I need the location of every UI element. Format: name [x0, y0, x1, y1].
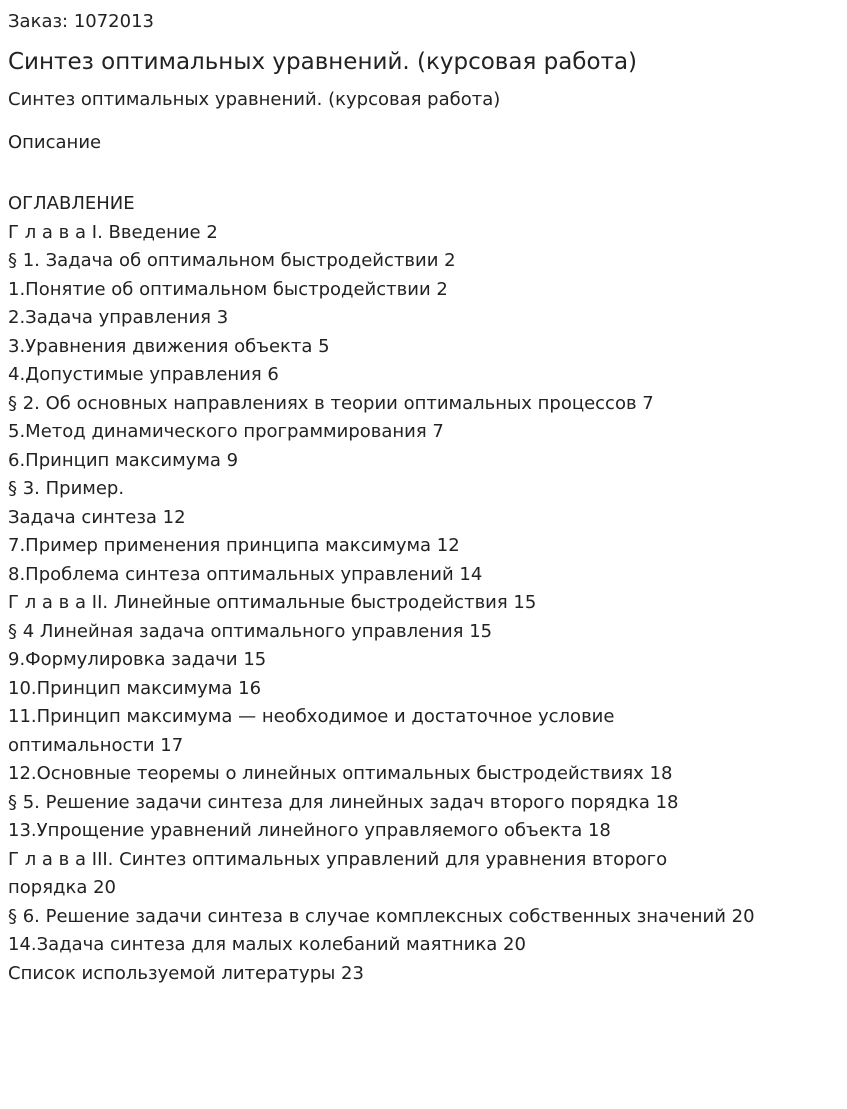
toc-line: § 2. Об основных направлениях в теории оптимальных процессов 7 [8, 392, 654, 414]
order-number: Заказ: 1072013 [8, 11, 154, 32]
toc-line: § 5. Решение задачи синтеза для линейных задач второго порядка 18 [8, 791, 679, 813]
toc-line: 9.Формулировка задачи 15 [8, 649, 267, 670]
toc-line: оптимальности 17 [8, 734, 184, 756]
toc-line: Г л а в а I. Введение 2 [8, 221, 218, 243]
toc-line: 12.Основные теоремы о линейных оптимальных быстродействиях 18 [8, 763, 673, 784]
toc-heading: ОГЛАВЛЕНИЕ [8, 193, 135, 214]
toc-line: Список используемой литературы 23 [8, 962, 364, 984]
toc-line: Г л а в а II. Линейные оптимальные быстродействия 15 [8, 592, 537, 613]
toc-line: 7.Пример применения принципа максимума 12 [8, 535, 460, 556]
toc-line: 10.Принцип максимума 16 [8, 677, 262, 699]
toc-line: Задача синтеза 12 [8, 506, 186, 528]
toc-line: § 1. Задача об оптимальном быстродействии 2 [8, 250, 456, 271]
description-heading: Описание [8, 132, 102, 153]
toc-line: 4.Допустимые управления 6 [8, 364, 279, 385]
page-title: Синтез оптимальных уравнений. (курсовая работа) [8, 49, 638, 75]
toc-line: 11.Принцип максимума — необходимое и достаточное условие [8, 706, 615, 727]
page-subtitle: Синтез оптимальных уравнений. (курсовая работа) [8, 89, 501, 110]
toc-line: порядка 20 [8, 877, 117, 898]
toc-line: 5.Метод динамического программирования 7 [8, 421, 444, 442]
toc-line: 2.Задача управления 3 [8, 307, 229, 328]
toc-line: 8.Проблема синтеза оптимальных управлений 14 [8, 563, 483, 585]
toc-line: Г л а в а III. Синтез оптимальных управлений для уравнения второго [8, 848, 668, 870]
toc-line: § 3. Пример. [8, 478, 125, 499]
toc-line: 1.Понятие об оптимальном быстродействии 2 [8, 278, 448, 300]
toc-line: 6.Принцип максимума 9 [8, 449, 239, 471]
toc-line: § 6. Решение задачи синтеза в случае комплексных собственных значений 20 [8, 905, 755, 927]
toc-line: 13.Упрощение уравнений линейного управляемого объекта 18 [8, 820, 611, 841]
toc-line: 3.Уравнения движения объекта 5 [8, 335, 330, 357]
table-of-contents [8, 190, 838, 988]
toc-line: 14.Задача синтеза для малых колебаний маятника 20 [8, 934, 526, 955]
toc-line: § 4 Линейная задача оптимального управления 15 [8, 620, 493, 642]
